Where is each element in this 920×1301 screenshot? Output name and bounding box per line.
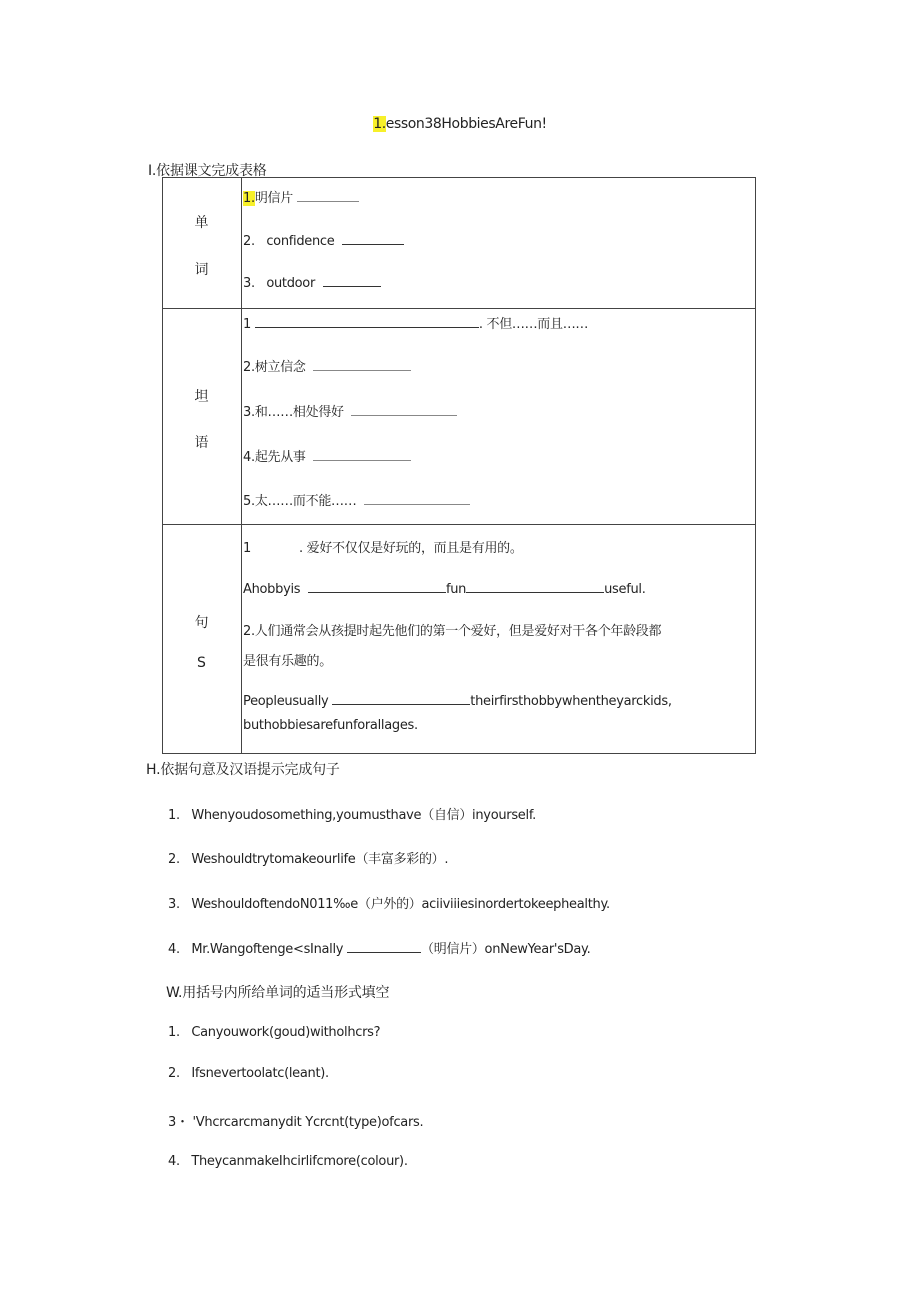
section3-item-4: 4. TheycanmakeIhcirlifcmore(colour). bbox=[168, 1154, 408, 1169]
row-label-sentences-1: 句 bbox=[194, 615, 209, 631]
answer-blank[interactable] bbox=[347, 940, 421, 953]
phrase-item-3: 3.和……相处得好 bbox=[243, 401, 457, 420]
phrase-item-1: 1 . 不但……而且…… bbox=[243, 317, 589, 332]
answer-blank[interactable] bbox=[313, 358, 411, 371]
section3-item-1: 1. Canyouwork(goud)witholhcrs? bbox=[168, 1025, 381, 1040]
answer-blank[interactable] bbox=[466, 580, 604, 593]
sentence-item-2-english-cont: buthobbiesarefunforallages. bbox=[243, 718, 418, 733]
row-label-words-1: 单 bbox=[194, 215, 209, 231]
answer-blank[interactable] bbox=[351, 403, 457, 416]
table-divider bbox=[162, 308, 756, 309]
section1-heading: I.依据课文完成表格 bbox=[148, 163, 267, 179]
section2-item-2: 2. Weshouldtrytomakeourlife（丰富多彩的）. bbox=[168, 852, 449, 867]
section2-heading: H.依据句意及汉语提示完成句子 bbox=[146, 762, 340, 778]
sentence-item-2-line1: 2.人们通常会从孩提时起先他们的第一个爱好，但是爱好对干各个年龄段都 bbox=[243, 624, 662, 639]
section2-item-4: 4. Mr.Wangoftenge<sInally （明信片）onNewYear'sDay. bbox=[168, 942, 591, 957]
word-item-2: 2. confidence bbox=[243, 232, 404, 249]
answer-blank[interactable] bbox=[342, 232, 404, 245]
answer-blank[interactable] bbox=[308, 580, 446, 593]
section3-heading: W.用括号内所给单词的适当形式填空 bbox=[166, 985, 390, 1001]
phrase-item-4: 4.起先从事 bbox=[243, 446, 411, 465]
row-label-phrases-2: 语 bbox=[194, 435, 209, 451]
answer-blank[interactable] bbox=[297, 189, 359, 202]
title-marker: 1. bbox=[373, 116, 386, 132]
title-text: esson38HobbiesAreFun! bbox=[385, 116, 547, 132]
answer-blank[interactable] bbox=[332, 692, 470, 705]
phrase-item-2: 2.树立信念 bbox=[243, 356, 411, 375]
row-label-phrases-1: 坦 bbox=[194, 389, 209, 405]
section3-item-2: 2. Ifsnevertoolatc(leant). bbox=[168, 1066, 329, 1081]
answer-blank[interactable] bbox=[255, 315, 479, 328]
sentence-item-2-english: Peopleusually theirfirsthobbywhentheyarckids, bbox=[243, 694, 672, 709]
answer-blank[interactable] bbox=[364, 492, 470, 505]
section2-item-1: 1. Whenyoudosomething,youmusthave（自信）inyourself. bbox=[168, 808, 536, 823]
row-label-sentences-2: S bbox=[197, 655, 206, 671]
row-label-words-2: 词 bbox=[194, 262, 209, 278]
sentence-item-1-english: Ahobbyis fun useful. bbox=[243, 582, 646, 597]
table-column-divider bbox=[241, 177, 242, 754]
section2-item-3: 3. WeshouldoftendoN011‰e（户外的）aciiviiiesinordertokeephealthy. bbox=[168, 897, 610, 912]
table-divider bbox=[162, 524, 756, 525]
answer-blank[interactable] bbox=[313, 448, 411, 461]
sentence-item-2-line2: 是很有乐趣的。 bbox=[243, 654, 332, 669]
word-item-1: 1.明信片 bbox=[243, 187, 359, 206]
sentence-item-1: 1 . 爱好不仅仅是好玩的，而且是有用的。 bbox=[243, 541, 523, 556]
answer-blank[interactable] bbox=[323, 274, 381, 287]
word-item-3: 3. outdoor bbox=[243, 274, 381, 291]
page-title bbox=[0, 116, 920, 132]
section3-item-3: 3・ 'Vhcrcarcmanydit Ycrcnt(type)ofcars. bbox=[168, 1115, 424, 1130]
phrase-item-5: 5.太……而不能…… bbox=[243, 490, 470, 509]
